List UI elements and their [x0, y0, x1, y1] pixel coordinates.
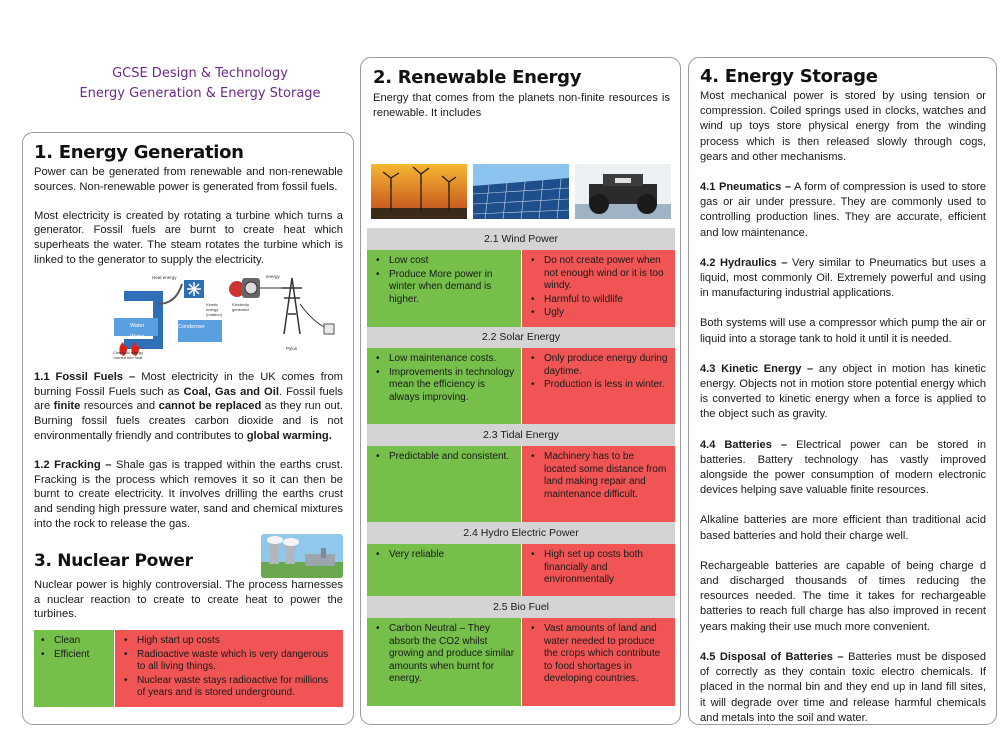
bio-fuel-cons — [521, 618, 675, 706]
nuclear-pro-item: • Clean — [38, 635, 110, 648]
pneumatics-text: A form of compression is used to store gas or air under pressure. They are commonly used to controlling production lines. They are accurate, efficient and low maintenance. — [700, 181, 986, 239]
hydraulics-text: Very similar to Pneumatics but uses a liquid, most commonly Oil. Extremely powerful and using in manufacturing industrial applications. — [700, 256, 987, 300]
tidal-cons — [521, 446, 675, 522]
renewable-photos — [371, 164, 671, 219]
diagram-kinetic-label: Kinetic energy (rotation) — [206, 301, 223, 317]
fossil-text-4: as they run out. Burning fossil fuels creates carbon dioxide and is not environmentally friendly and contributes to — [34, 400, 343, 442]
fossil-bold-2: finite — [53, 400, 81, 413]
fossil-bold-3: cannot be replaced — [158, 400, 262, 413]
diagram-generator-label: Electricity generator — [232, 301, 250, 312]
hydro-pros — [367, 544, 521, 596]
renewable-energy-intro: Energy that comes from the planets non-finite resources is renewable. It includes — [373, 92, 670, 119]
power-station-illustration — [106, 274, 336, 362]
solar-con-item: • Production is less in winter. — [528, 379, 669, 392]
disposal-heading: 4.5 Disposal of Batteries – — [700, 650, 844, 663]
diagram-water-label-2: Water — [130, 333, 145, 340]
disposal-text: Batteries must be disposed of correctly as they contain toxic electro chemicals. If placed in the normal bin and they end up in land fill sites, it will degrade over time and release harmful chemicals and metals into the soil and water. — [700, 650, 986, 724]
hydraulics-paragraph — [700, 256, 986, 302]
hydro-pro-item: • Very reliable — [373, 549, 515, 562]
tidal-con-item: • Machinery has to be located some distance from land making repair and maintenance difficult. — [528, 451, 669, 501]
batteries-paragraph — [700, 438, 986, 499]
fossil-fuels-paragraph — [34, 370, 343, 444]
solar-cons — [521, 348, 675, 424]
kinetic-energy-paragraph — [700, 362, 986, 423]
nuclear-con-item: • Nuclear waste stays radioactive for millions of years and is stored underground. — [121, 675, 337, 700]
nuclear-power-text: Nuclear power is highly controversial. The process harnesses a nuclear reaction to create to create heat to power the turbines. — [34, 578, 343, 621]
power-station-diagram — [34, 274, 343, 362]
diagram-chemical-label: Chemical energy burned into heat — [112, 349, 143, 360]
fossil-text-2: . Fossil fuels are — [34, 385, 343, 413]
header-line-2: Energy Generation & Energy Storage — [79, 86, 321, 101]
pneumatics-heading: 4.1 Pneumatics – — [700, 181, 791, 194]
alkaline-paragraph: Alkaline batteries are more efficient than traditional acid based batteries and hold their charge well. — [700, 514, 986, 542]
tidal-energy-table — [367, 446, 675, 522]
batteries-heading: 4.4 Batteries – — [700, 438, 788, 451]
energy-storage-card — [688, 57, 997, 725]
diagram-energy-label: energy — [266, 273, 280, 279]
nuclear-plant-image — [261, 534, 343, 578]
fossil-bold-4: global warming. — [246, 429, 332, 442]
energy-storage-title: 4. Energy Storage — [700, 66, 878, 87]
renewable-sources-tables — [367, 228, 675, 706]
renewable-energy-card — [360, 57, 681, 725]
fracking-text: Shale gas is trapped within the earths crust. Fracking is the process which removes it so it can then be burnt to create electricity. It involves drilling the earths crust and sending high pressure water, sand and chemical mixtures into the rock to release the gas. — [34, 458, 343, 530]
wind-pro-item: • Produce More power in winter when demand is higher. — [373, 269, 515, 307]
wind-con-item: • Do not create power when not enough wind or it is too windy. — [528, 255, 669, 293]
nuclear-pro-item: • Efficient — [38, 649, 110, 662]
energy-generation-title: 1. Energy Generation — [34, 142, 244, 163]
hydro-con-item: • High set up costs both financially and environmentally — [528, 549, 669, 587]
renewable-energy-title: 2. Renewable Energy — [373, 67, 582, 88]
tidal-pro-item: • Predictable and consistent. — [373, 451, 515, 464]
hydro-power-heading: 2.4 Hydro Electric Power — [367, 522, 675, 544]
bio-fuel-pros — [367, 618, 521, 706]
tidal-energy-heading: 2.3 Tidal Energy — [367, 424, 675, 446]
rechargeable-paragraph: Rechargeable batteries are capable of being charge d and discharged thousands of times reducing the resources needed. The time it takes for rechargeable batteries to reach full charge has also improved in recent years making their use much more convenient. — [700, 559, 986, 633]
nuclear-con-item: • Radioactive waste which is very dangerous to all living things. — [121, 649, 337, 674]
wind-pros — [367, 250, 521, 327]
bio-fuel-pro-item: • Carbon Neutral – They absorb the CO2 whilst growing and produce similar amounts when burnt for energy. — [373, 623, 515, 686]
wind-con-item: • Harmful to wildlife — [528, 294, 669, 307]
bio-fuel-con-item: • Vast amounts of land and water needed to produce the crops which contribute to food shortages in developing countries. — [528, 623, 669, 686]
diagram-condenser-label: Condenser — [178, 323, 205, 330]
fossil-fuels-heading: 1.1 Fossil Fuels – — [34, 370, 136, 383]
fossil-text-3: resources and — [80, 400, 159, 413]
tidal-turbine-photo — [575, 164, 671, 219]
solar-pros — [367, 348, 521, 424]
turbine-paragraph: Most electricity is created by rotating a turbine which turns a generator. Fossil fuels are burnt to create heat which superheats the water. The steam rotates the turbine which is linked to the generator to supply the electricity. — [34, 209, 343, 266]
hydro-power-table — [367, 544, 675, 596]
fossil-bold-1: Coal, Gas and Oil — [183, 385, 279, 398]
header-line-1: GCSE Design & Technology — [112, 66, 288, 81]
energy-generation-card — [22, 132, 354, 725]
nuclear-pros-cons — [34, 630, 343, 707]
energy-generation-intro: Power can be generated from renewable and non-renewable sources. Non-renewable power is generated from fossil fuels. — [34, 166, 343, 193]
wind-con-item: • Ugly — [528, 307, 669, 320]
wind-pro-item: • Low cost — [373, 255, 515, 268]
fracking-paragraph — [34, 458, 343, 532]
hydraulics-heading: 4.2 Hydraulics – — [700, 256, 788, 269]
wind-power-table — [367, 250, 675, 326]
solar-panel-photo — [473, 164, 569, 219]
nuclear-cons — [114, 630, 343, 707]
nuclear-header-row — [34, 544, 343, 578]
diagram-heat-label: Heat energy — [152, 274, 177, 280]
kinetic-energy-heading: 4.3 Kinetic Energy – — [700, 362, 814, 375]
fracking-heading: 1.2 Fracking – — [34, 458, 112, 471]
energy-storage-intro: Most mechanical power is stored by using tension or compression. Coiled springs used in clocks, watches and wind up toys store physical energy from the winding process which is then released slowly through cogs, gears and other mechanisms. — [700, 90, 986, 163]
bio-fuel-table — [367, 618, 675, 706]
diagram-water-label: Water — [130, 322, 145, 329]
tidal-pros — [367, 446, 521, 522]
solar-pro-item: • Improvements in technology mean the efficiency is always improving. — [373, 367, 515, 405]
kinetic-energy-text: any object in motion has kinetic energy. Objects not in motion store potential energy which is converted to kinetic energy when a force is applied to the object such as gravity. — [700, 362, 987, 421]
wind-turbine-photo — [371, 164, 467, 219]
batteries-text: Electrical power can be stored in batteries. Battery technology has vastly improved alongside the power consumption of modern electronic devices helping save valuable finite resources. — [700, 438, 986, 497]
wind-power-heading: 2.1 Wind Power — [367, 228, 675, 250]
disposal-paragraph — [700, 650, 986, 725]
nuclear-con-item: • High start up costs — [121, 635, 337, 648]
pneumatics-paragraph — [700, 180, 986, 241]
solar-energy-heading: 2.2 Solar Energy — [367, 326, 675, 348]
fossil-text-1: Most electricity in the UK comes from burning Fossil Fuels such as — [34, 370, 343, 398]
hydro-cons — [521, 544, 675, 596]
document-header — [30, 64, 370, 104]
solar-con-item: • Only produce energy during daytime. — [528, 353, 669, 378]
both-systems-paragraph: Both systems will use a compressor which pump the air or liquid into a storage tank to hold it until it is needed. — [700, 317, 986, 345]
bio-fuel-heading: 2.5 Bio Fuel — [367, 596, 675, 618]
solar-energy-table — [367, 348, 675, 424]
solar-pro-item: • Low maintenance costs. — [373, 353, 515, 366]
diagram-pylon-label: Pylon — [286, 345, 298, 351]
nuclear-pros — [34, 630, 114, 707]
wind-cons — [521, 250, 675, 327]
nuclear-power-title: 3. Nuclear Power — [34, 550, 193, 571]
